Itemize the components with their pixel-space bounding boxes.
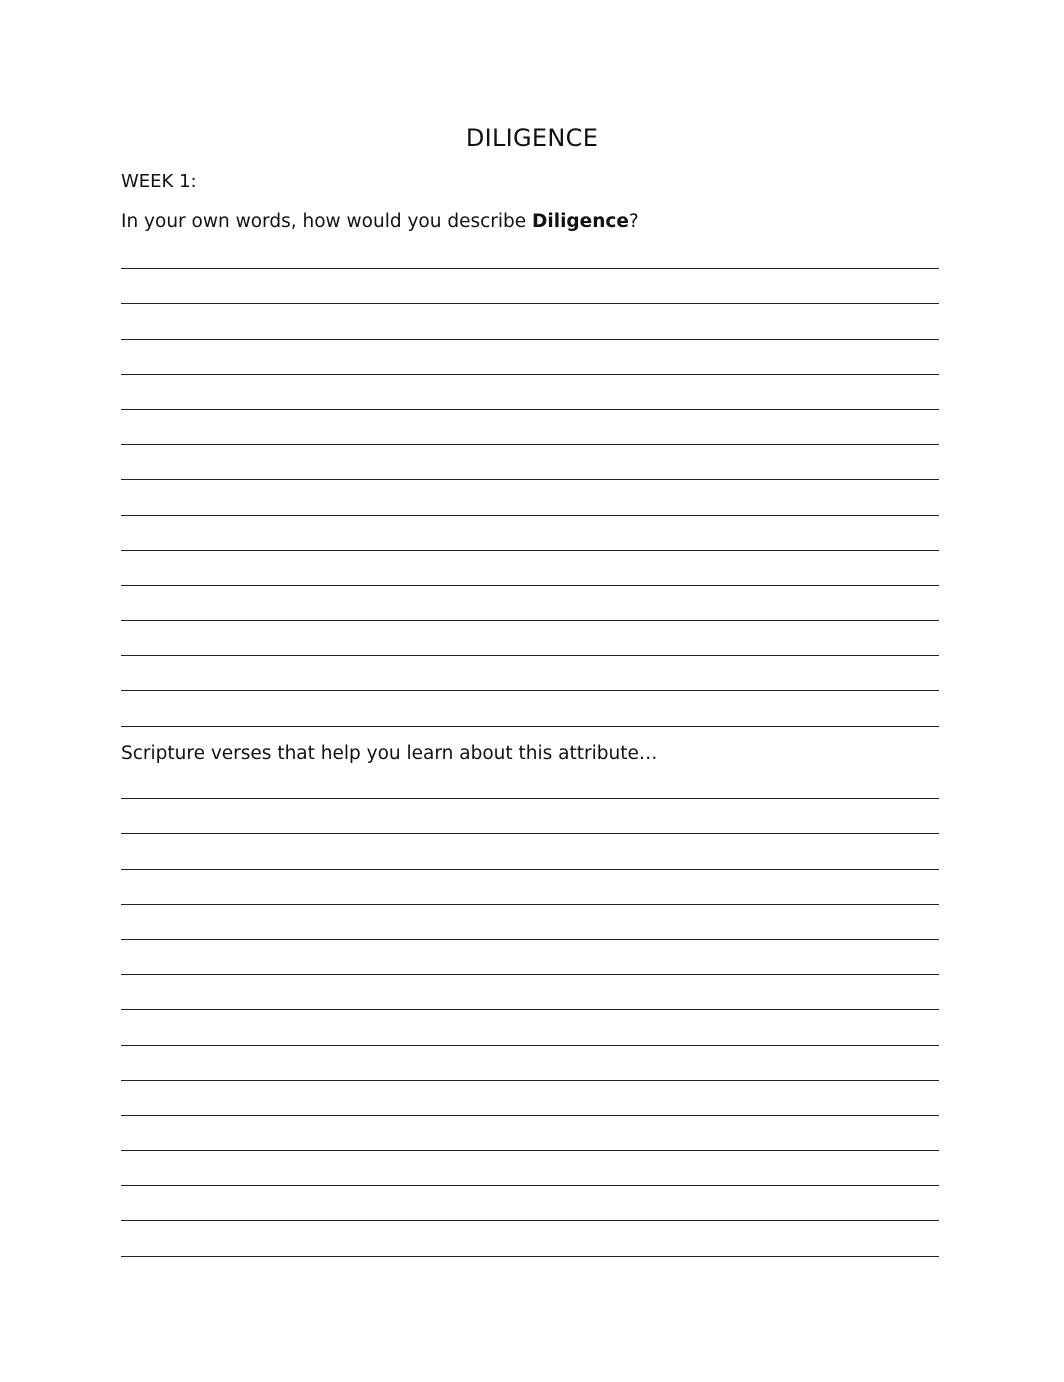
question-end: ? bbox=[628, 211, 639, 232]
page-title: DILIGENCE bbox=[465, 124, 599, 152]
question-emphasis: Diligence bbox=[532, 211, 629, 232]
scripture-prompt: Scripture verses that help you learn about this attribute… bbox=[121, 743, 658, 764]
writing-line[interactable] bbox=[121, 516, 939, 551]
writing-line[interactable] bbox=[121, 375, 939, 410]
question-text: In your own words, how would you describe bbox=[121, 211, 533, 232]
writing-line[interactable] bbox=[121, 1151, 939, 1186]
writing-line[interactable] bbox=[121, 870, 939, 905]
answer-lines-scripture bbox=[121, 764, 939, 1257]
writing-line[interactable] bbox=[121, 340, 939, 375]
writing-line[interactable] bbox=[121, 1186, 939, 1221]
writing-line[interactable] bbox=[121, 1010, 939, 1045]
writing-line[interactable] bbox=[121, 1046, 939, 1081]
writing-line[interactable] bbox=[121, 1221, 939, 1256]
writing-line[interactable] bbox=[121, 621, 939, 656]
writing-line[interactable] bbox=[121, 410, 939, 445]
question-prompt bbox=[121, 211, 639, 232]
writing-line[interactable] bbox=[121, 975, 939, 1010]
writing-line[interactable] bbox=[121, 834, 939, 869]
writing-line[interactable] bbox=[121, 480, 939, 515]
writing-line[interactable] bbox=[121, 691, 939, 726]
writing-line[interactable] bbox=[121, 304, 939, 339]
writing-line[interactable] bbox=[121, 586, 939, 621]
writing-line[interactable] bbox=[121, 445, 939, 480]
writing-line[interactable] bbox=[121, 940, 939, 975]
writing-line[interactable] bbox=[121, 1116, 939, 1151]
writing-line[interactable] bbox=[121, 234, 939, 269]
writing-line[interactable] bbox=[121, 551, 939, 586]
writing-line[interactable] bbox=[121, 905, 939, 940]
writing-line[interactable] bbox=[121, 1081, 939, 1116]
writing-line[interactable] bbox=[121, 799, 939, 834]
writing-line[interactable] bbox=[121, 656, 939, 691]
week-label: WEEK 1: bbox=[121, 171, 197, 192]
answer-lines-description bbox=[121, 234, 939, 727]
writing-line[interactable] bbox=[121, 269, 939, 304]
writing-line[interactable] bbox=[121, 764, 939, 799]
